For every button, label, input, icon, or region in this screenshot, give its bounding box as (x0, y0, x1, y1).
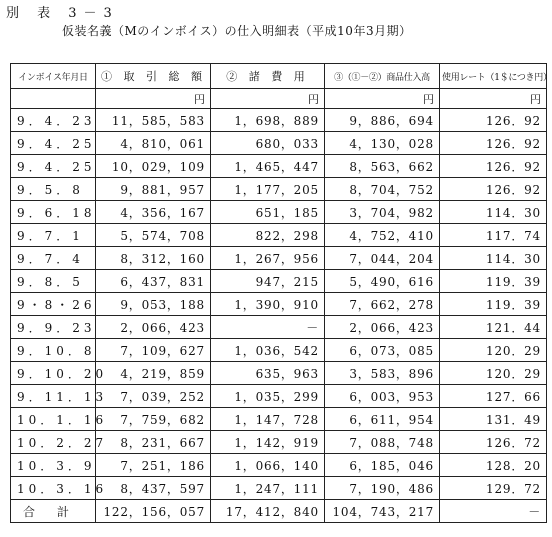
purchase-amount-cell: 3，583，896 (325, 362, 440, 385)
total-amount-cell: 8，437，597 (96, 477, 211, 500)
total-amount-cell: 4，219，859 (96, 362, 211, 385)
expenses-cell: 1，147，728 (211, 408, 325, 431)
purchase-amount-cell: 6，003，953 (325, 385, 440, 408)
total-amount-cell: 9，881，957 (96, 178, 211, 201)
expenses-cell: 1，177，205 (211, 178, 325, 201)
exchange-rate-cell: 126．72 (440, 431, 547, 454)
table-row (11, 408, 547, 431)
document-title: 仮装名義（Mのインボイス）の仕入明細表（平成10年3月期） (62, 24, 412, 38)
expenses-cell: 1，698，889 (211, 109, 325, 132)
purchase-table (10, 63, 552, 523)
total-amount-cell: 7，251，186 (96, 454, 211, 477)
table-row (11, 270, 547, 293)
table-row (11, 109, 547, 132)
purchase-amount-cell: 3，704，982 (325, 201, 440, 224)
table-header-row (11, 64, 547, 89)
purchase-amount-cell: 7，190，486 (325, 477, 440, 500)
purchase-amount-cell: 7，044，204 (325, 247, 440, 270)
table-row (11, 362, 547, 385)
exchange-rate-cell: 126．92 (440, 155, 547, 178)
purchase-amount-cell: 104，743，217 (325, 500, 440, 523)
total-amount-cell: 7，039，252 (96, 385, 211, 408)
total-amount-cell: 6，437，831 (96, 270, 211, 293)
date-cell: 10．1．16 (11, 408, 96, 431)
exchange-rate-cell: 126．92 (440, 178, 547, 201)
date-cell: 9．4．25 (11, 155, 96, 178)
purchase-amount-cell: 6，073，085 (325, 339, 440, 362)
purchase-amount-cell: 8，704，752 (325, 178, 440, 201)
purchase-amount-cell: 7，662，278 (325, 293, 440, 316)
exchange-rate-cell: 131．49 (440, 408, 547, 431)
date-cell: 9．8．5 (11, 270, 96, 293)
table-row (11, 178, 547, 201)
expenses-cell: 635，963 (211, 362, 325, 385)
total-amount-cell: 8，231，667 (96, 431, 211, 454)
purchase-amount-cell: 4，130，028 (325, 132, 440, 155)
date-cell: 9．10．8 (11, 339, 96, 362)
date-cell: 9．7．1 (11, 224, 96, 247)
date-cell: 9．4．23 (11, 109, 96, 132)
column-header-invoice-date: インボイス年月日 (11, 64, 96, 89)
total-amount-cell: 8，312，160 (96, 247, 211, 270)
total-amount-cell: 5，574，708 (96, 224, 211, 247)
expenses-cell: 1，035，299 (211, 385, 325, 408)
exchange-rate-cell: 128．20 (440, 454, 547, 477)
expenses-cell: － (211, 316, 325, 339)
date-cell: 合計 (11, 500, 96, 523)
purchase-amount-cell: 8，563，662 (325, 155, 440, 178)
table-row (11, 132, 547, 155)
total-amount-cell: 122，156，057 (96, 500, 211, 523)
total-amount-cell: 7，759，682 (96, 408, 211, 431)
date-cell: 10．3．9 (11, 454, 96, 477)
expenses-cell: 1，390，910 (211, 293, 325, 316)
exchange-rate-cell: 114．30 (440, 247, 547, 270)
total-amount-cell: 10，029，109 (96, 155, 211, 178)
table-body (11, 89, 547, 523)
expenses-cell: 1，066，140 (211, 454, 325, 477)
exchange-rate-cell: 120．29 (440, 339, 547, 362)
column-header-exchange-rate: 使用レート（1＄につき円） (440, 64, 547, 89)
unit-row (11, 89, 547, 109)
unit-cell: 円 (440, 89, 547, 109)
table-row (11, 155, 547, 178)
exchange-rate-cell: 126．92 (440, 132, 547, 155)
unit-cell: 円 (96, 89, 211, 109)
purchase-amount-cell: 2，066，423 (325, 316, 440, 339)
expenses-cell: 1，465，447 (211, 155, 325, 178)
purchase-amount-cell: 9，886，694 (325, 109, 440, 132)
date-cell: 10．3．16 (11, 477, 96, 500)
exchange-rate-cell: 126．92 (440, 109, 547, 132)
exchange-rate-cell: 119．39 (440, 270, 547, 293)
table-row (11, 316, 547, 339)
expenses-cell: 1，267，956 (211, 247, 325, 270)
expenses-cell: 1，036，542 (211, 339, 325, 362)
column-header-purchase-amount: ③（①－②）商品仕入高 (325, 64, 440, 89)
total-amount-cell: 7，109，627 (96, 339, 211, 362)
exchange-rate-cell: 114．30 (440, 201, 547, 224)
date-cell: 9．5．8 (11, 178, 96, 201)
purchase-amount-cell: 4，752，410 (325, 224, 440, 247)
table-row (11, 477, 547, 500)
column-header-total-amount: ① 取 引 総 額 (96, 64, 211, 89)
expenses-cell: 680，033 (211, 132, 325, 155)
date-cell: 9．6．18 (11, 201, 96, 224)
expenses-cell: 947，215 (211, 270, 325, 293)
purchase-amount-cell: 6，611，954 (325, 408, 440, 431)
table-row (11, 454, 547, 477)
exchange-rate-cell: － (440, 500, 547, 523)
table-row (11, 224, 547, 247)
purchase-amount-cell: 6，185，046 (325, 454, 440, 477)
purchase-amount-cell: 7，088，748 (325, 431, 440, 454)
purchase-amount-cell: 5，490，616 (325, 270, 440, 293)
table-row (11, 201, 547, 224)
date-cell: 9．4．25 (11, 132, 96, 155)
unit-cell (11, 89, 96, 109)
table-row (11, 385, 547, 408)
total-amount-cell: 4，810，061 (96, 132, 211, 155)
exchange-rate-cell: 117．74 (440, 224, 547, 247)
date-cell: 9．10．20 (11, 362, 96, 385)
expenses-cell: 822，298 (211, 224, 325, 247)
expenses-cell: 1，247，111 (211, 477, 325, 500)
exchange-rate-cell: 120．29 (440, 362, 547, 385)
expenses-cell: 17，412，840 (211, 500, 325, 523)
document-label: 別 表 3－3 (6, 6, 119, 21)
date-cell: 9．9．23 (11, 316, 96, 339)
date-cell: 9．7．4 (11, 247, 96, 270)
exchange-rate-cell: 129．72 (440, 477, 547, 500)
date-cell: 9．11．13 (11, 385, 96, 408)
total-amount-cell: 11，585，583 (96, 109, 211, 132)
table-row (11, 293, 547, 316)
table-row (11, 247, 547, 270)
expenses-cell: 1，142，919 (211, 431, 325, 454)
total-amount-cell: 9，053，188 (96, 293, 211, 316)
expenses-cell: 651，185 (211, 201, 325, 224)
date-cell: 9・8・26 (11, 293, 96, 316)
exchange-rate-cell: 127．66 (440, 385, 547, 408)
table-row (11, 431, 547, 454)
exchange-rate-cell: 121．44 (440, 316, 547, 339)
exchange-rate-cell: 119．39 (440, 293, 547, 316)
total-amount-cell: 2，066，423 (96, 316, 211, 339)
unit-cell: 円 (325, 89, 440, 109)
total-amount-cell: 4，356，167 (96, 201, 211, 224)
unit-cell: 円 (211, 89, 325, 109)
table-row (11, 339, 547, 362)
total-row (11, 500, 547, 523)
date-cell: 10．2．27 (11, 431, 96, 454)
column-header-expenses: ② 諸 費 用 (211, 64, 325, 89)
